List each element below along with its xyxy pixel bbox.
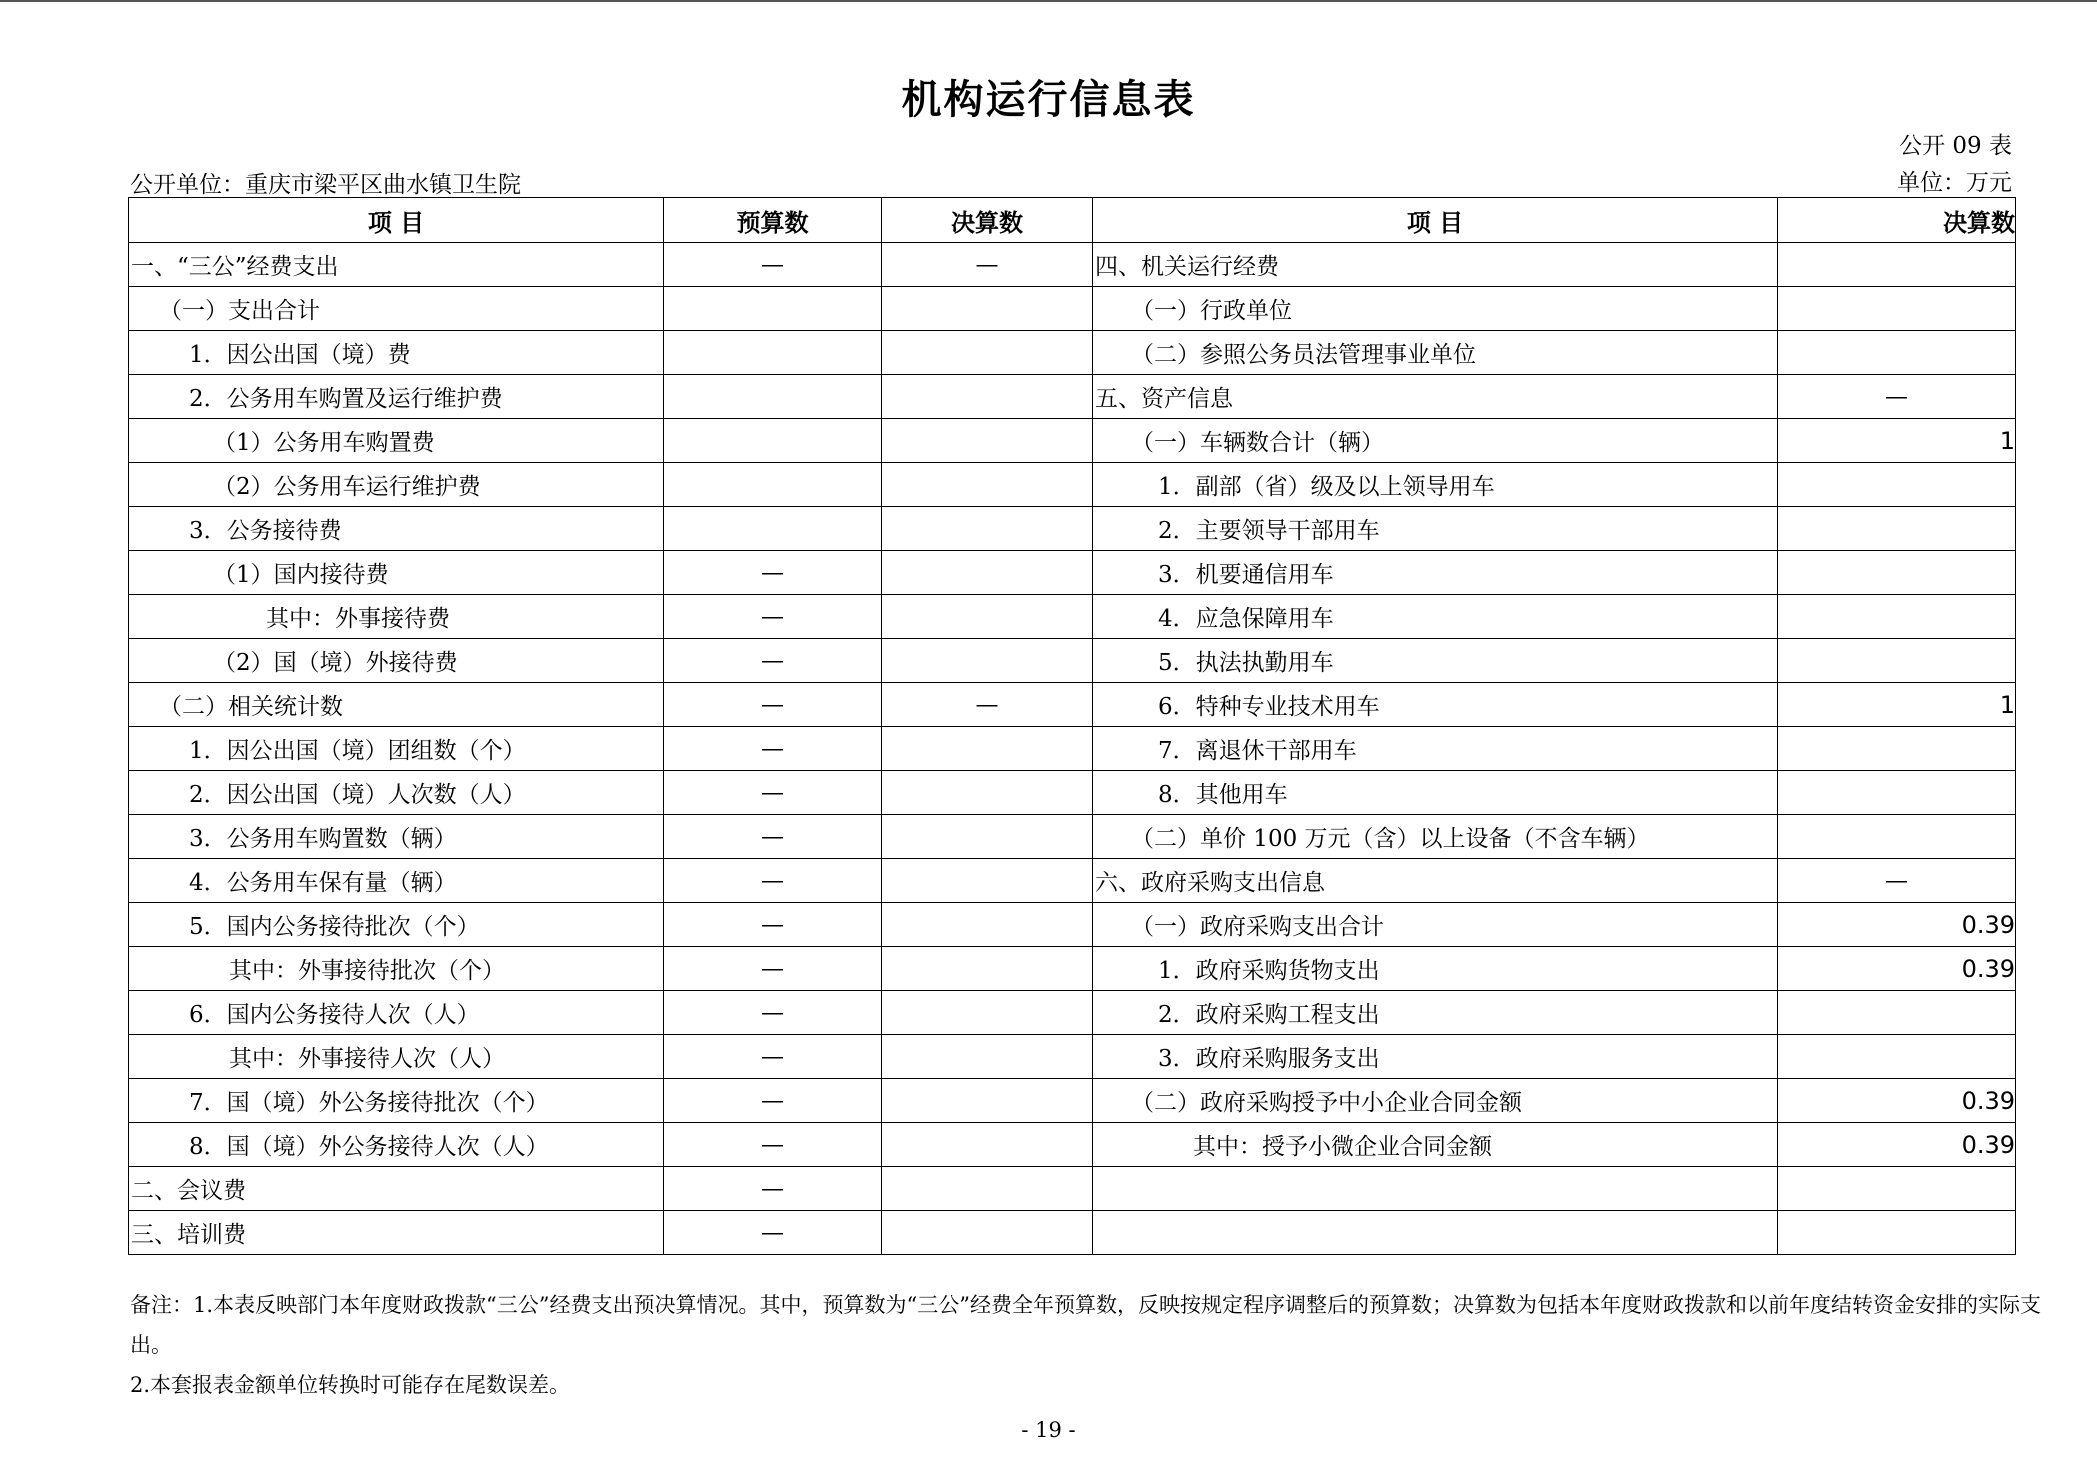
header-left-item: 项 目: [129, 198, 664, 243]
left-item-cell: 5．国内公务接待批次（个）: [129, 903, 664, 947]
budget-cell: —: [664, 991, 882, 1035]
table-row: [129, 463, 2016, 507]
right-final-cell: [1778, 243, 2016, 287]
right-final-cell: 0.39: [1778, 903, 2016, 947]
left-item-cell: 3．公务用车购置数（辆）: [129, 815, 664, 859]
right-final-cell: [1778, 331, 2016, 375]
budget-cell: —: [664, 947, 882, 991]
final-cell: [882, 991, 1093, 1035]
right-final-cell: [1778, 1167, 2016, 1211]
right-item-cell: 3．机要通信用车: [1093, 551, 1778, 595]
form-number: 公开 09 表: [1899, 133, 2012, 159]
left-item-cell: 2．公务用车购置及运行维护费: [129, 375, 664, 419]
final-cell: [882, 947, 1093, 991]
left-item-cell: 7．国（境）外公务接待批次（个）: [129, 1079, 664, 1123]
table-row: [129, 507, 2016, 551]
right-final-cell: [1778, 771, 2016, 815]
right-final-cell: [1778, 463, 2016, 507]
final-cell: [882, 1167, 1093, 1211]
final-cell: —: [882, 243, 1093, 287]
final-cell: [882, 287, 1093, 331]
right-item-cell: （一）车辆数合计（辆）: [1093, 419, 1778, 463]
left-item-cell: 二、会议费: [129, 1167, 664, 1211]
table-row: [129, 551, 2016, 595]
right-item-cell: [1093, 1167, 1778, 1211]
table-row: [129, 331, 2016, 375]
table-row: [129, 639, 2016, 683]
left-item-cell: 1．因公出国（境）团组数（个）: [129, 727, 664, 771]
budget-cell: —: [664, 1123, 882, 1167]
budget-cell: —: [664, 639, 882, 683]
header-final: 决算数: [882, 198, 1093, 243]
table-row: [129, 419, 2016, 463]
right-final-cell: —: [1778, 859, 2016, 903]
page-title: 机构运行信息表: [901, 77, 1196, 123]
budget-cell: [664, 331, 882, 375]
right-item-cell: 1．政府采购货物支出: [1093, 947, 1778, 991]
final-cell: [882, 551, 1093, 595]
header-right-item: 项 目: [1093, 198, 1778, 243]
budget-cell: —: [664, 1079, 882, 1123]
right-item-cell: （二）政府采购授予中小企业合同金额: [1093, 1079, 1778, 1123]
right-final-cell: [1778, 1211, 2016, 1255]
final-cell: [882, 1211, 1093, 1255]
right-item-cell: （二）参照公务员法管理事业单位: [1093, 331, 1778, 375]
budget-cell: —: [664, 727, 882, 771]
right-final-cell: [1778, 991, 2016, 1035]
budget-cell: —: [664, 1211, 882, 1255]
right-item-cell: [1093, 1211, 1778, 1255]
table-row: [129, 1035, 2016, 1079]
table-row: [129, 815, 2016, 859]
right-item-cell: 4．应急保障用车: [1093, 595, 1778, 639]
right-item-cell: （二）单价 100 万元（含）以上设备（不含车辆）: [1093, 815, 1778, 859]
right-item-cell: 1．副部（省）级及以上领导用车: [1093, 463, 1778, 507]
left-item-cell: （2）公务用车运行维护费: [129, 463, 664, 507]
right-final-cell: [1778, 727, 2016, 771]
info-table: [128, 197, 2016, 1255]
left-item-cell: 其中：外事接待人次（人）: [129, 1035, 664, 1079]
right-item-cell: 四、机关运行经费: [1093, 243, 1778, 287]
budget-cell: [664, 507, 882, 551]
right-final-cell: 1: [1778, 419, 2016, 463]
right-final-cell: 0.39: [1778, 1123, 2016, 1167]
left-item-cell: 三、培训费: [129, 1211, 664, 1255]
unit-label: 单位：万元: [1897, 170, 2012, 196]
budget-cell: [664, 463, 882, 507]
table-row: [129, 1123, 2016, 1167]
table-row: [129, 1167, 2016, 1211]
top-border-line: [0, 0, 2097, 2]
budget-cell: [664, 375, 882, 419]
left-item-cell: 3．公务接待费: [129, 507, 664, 551]
budget-cell: —: [664, 859, 882, 903]
right-item-cell: 6．特种专业技术用车: [1093, 683, 1778, 727]
right-final-cell: [1778, 815, 2016, 859]
right-final-cell: —: [1778, 375, 2016, 419]
table-row: [129, 991, 2016, 1035]
right-item-cell: 其中：授予小微企业合同金额: [1093, 1123, 1778, 1167]
final-cell: [882, 903, 1093, 947]
header-budget: 预算数: [664, 198, 882, 243]
table-row: [129, 771, 2016, 815]
left-item-cell: （二）相关统计数: [129, 683, 664, 727]
page-number: - 19 -: [1021, 1418, 1076, 1442]
budget-cell: —: [664, 595, 882, 639]
right-final-cell: 1: [1778, 683, 2016, 727]
budget-cell: —: [664, 683, 882, 727]
organization-label: 公开单位：重庆市梁平区曲水镇卫生院: [130, 172, 521, 198]
left-item-cell: 8．国（境）外公务接待人次（人）: [129, 1123, 664, 1167]
table-row: [129, 947, 2016, 991]
final-cell: [882, 859, 1093, 903]
final-cell: [882, 727, 1093, 771]
budget-cell: —: [664, 903, 882, 947]
budget-cell: —: [664, 243, 882, 287]
left-item-cell: （2）国（境）外接待费: [129, 639, 664, 683]
left-item-cell: （1）公务用车购置费: [129, 419, 664, 463]
final-cell: [882, 419, 1093, 463]
right-item-cell: 5．执法执勤用车: [1093, 639, 1778, 683]
budget-cell: —: [664, 551, 882, 595]
table-row: [129, 1211, 2016, 1255]
final-cell: [882, 507, 1093, 551]
final-cell: [882, 771, 1093, 815]
note-1: 备注：1.本表反映部门本年度财政拨款“三公”经费支出预决算情况。其中，预算数为“三公”经费全年预算数，反映按规定程序调整后的预算数；决算数为包括本年度财政拨款和以前年度结转资金安排的实际支出。: [130, 1293, 2041, 1357]
left-item-cell: （1）国内接待费: [129, 551, 664, 595]
table-row: [129, 375, 2016, 419]
right-final-cell: [1778, 551, 2016, 595]
right-final-cell: [1778, 1035, 2016, 1079]
budget-cell: —: [664, 1167, 882, 1211]
table-header-row: [129, 198, 2016, 243]
right-item-cell: 2．政府采购工程支出: [1093, 991, 1778, 1035]
notes: [130, 1285, 2050, 1405]
budget-cell: [664, 287, 882, 331]
right-item-cell: 2．主要领导干部用车: [1093, 507, 1778, 551]
budget-cell: —: [664, 815, 882, 859]
final-cell: [882, 639, 1093, 683]
final-cell: [882, 1123, 1093, 1167]
left-item-cell: 其中：外事接待批次（个）: [129, 947, 664, 991]
right-item-cell: 六、政府采购支出信息: [1093, 859, 1778, 903]
final-cell: —: [882, 683, 1093, 727]
right-item-cell: （一）行政单位: [1093, 287, 1778, 331]
right-item-cell: 7．离退休干部用车: [1093, 727, 1778, 771]
left-item-cell: 6．国内公务接待人次（人）: [129, 991, 664, 1035]
right-final-cell: [1778, 507, 2016, 551]
final-cell: [882, 1035, 1093, 1079]
budget-cell: —: [664, 771, 882, 815]
note-2: 2.本套报表金额单位转换时可能存在尾数误差。: [130, 1373, 571, 1397]
right-final-cell: 0.39: [1778, 1079, 2016, 1123]
right-item-cell: 五、资产信息: [1093, 375, 1778, 419]
final-cell: [882, 331, 1093, 375]
header-right-final: 决算数: [1778, 198, 2016, 243]
right-item-cell: 3．政府采购服务支出: [1093, 1035, 1778, 1079]
final-cell: [882, 595, 1093, 639]
right-final-cell: [1778, 639, 2016, 683]
right-item-cell: 8．其他用车: [1093, 771, 1778, 815]
table-row: [129, 287, 2016, 331]
table-row: [129, 1079, 2016, 1123]
right-final-cell: [1778, 287, 2016, 331]
final-cell: [882, 463, 1093, 507]
final-cell: [882, 815, 1093, 859]
table-row: [129, 683, 2016, 727]
left-item-cell: 1．因公出国（境）费: [129, 331, 664, 375]
final-cell: [882, 375, 1093, 419]
right-item-cell: （一）政府采购支出合计: [1093, 903, 1778, 947]
table-row: [129, 727, 2016, 771]
right-final-cell: [1778, 595, 2016, 639]
left-item-cell: 4．公务用车保有量（辆）: [129, 859, 664, 903]
budget-cell: —: [664, 1035, 882, 1079]
table-row: [129, 859, 2016, 903]
left-item-cell: 一、“三公”经费支出: [129, 243, 664, 287]
table-row: [129, 595, 2016, 639]
right-final-cell: 0.39: [1778, 947, 2016, 991]
left-item-cell: 其中：外事接待费: [129, 595, 664, 639]
table-row: [129, 903, 2016, 947]
budget-cell: [664, 419, 882, 463]
final-cell: [882, 1079, 1093, 1123]
table-row: [129, 243, 2016, 287]
left-item-cell: 2．因公出国（境）人次数（人）: [129, 771, 664, 815]
left-item-cell: （一）支出合计: [129, 287, 664, 331]
